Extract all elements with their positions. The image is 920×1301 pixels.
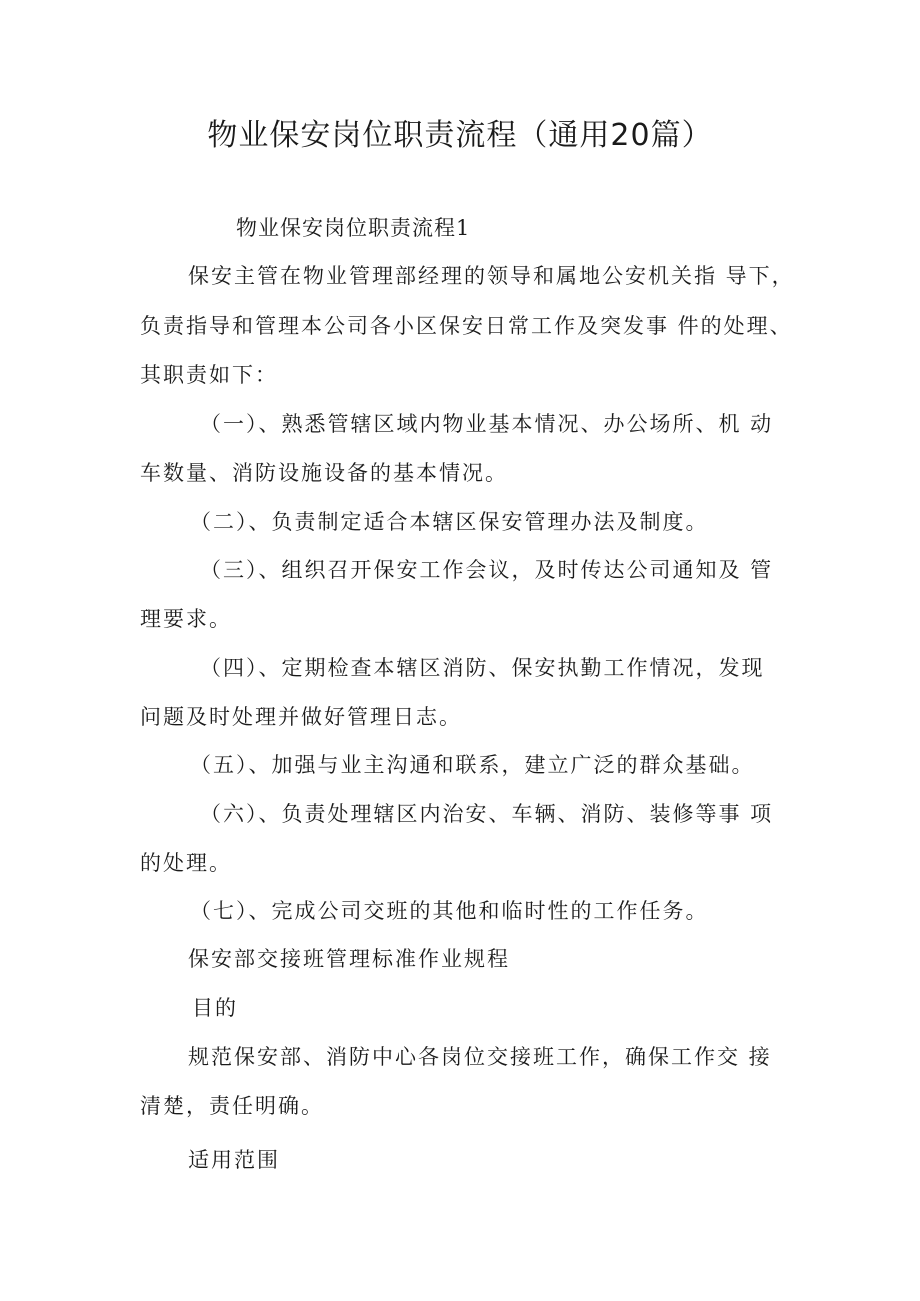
duty-1-line-1: （一）、熟悉管辖区域内物业基本情况、办公场所、机 动 — [200, 412, 774, 436]
duty-6-line-2: 的处理。 — [140, 851, 232, 875]
duty-3-line-2: 理要求。 — [140, 607, 232, 631]
purpose-text-line-2: 清楚，责任明确。 — [140, 1094, 324, 1118]
duty-6-line-1: （六）、负责处理辖区内治安、车辆、消防、装修等事 项 — [200, 802, 774, 826]
section-heading: 物业保安岗位职责流程1 — [236, 216, 471, 240]
duty-4-line-2: 问题及时处理并做好管理日志。 — [140, 705, 462, 729]
procedure-title: 保安部交接班管理标准作业规程 — [188, 947, 510, 971]
duty-1-line-2: 车数量、消防设施设备的基本情况。 — [140, 461, 508, 485]
scope-heading: 适用范围 — [188, 1148, 280, 1172]
intro-line-2: 负责指导和管理本公司各小区保安日常工作及突发事 件的处理、 — [140, 314, 793, 338]
intro-line-1: 保安主管在物业管理部经理的领导和属地公安机关指 导下， — [188, 264, 795, 288]
duty-4-line-1: （四）、定期检查本辖区消防、保安执勤工作情况，发现 — [200, 656, 765, 680]
duty-7-line-1: （七）、完成公司交班的其他和临时性的工作任务。 — [190, 899, 709, 923]
purpose-text-line-1: 规范保安部、消防中心各岗位交接班工作，确保工作交 接 — [188, 1045, 772, 1069]
intro-line-3: 其职责如下： — [140, 363, 278, 387]
document-title: 物业保安岗位职责流程（通用20篇） — [207, 118, 713, 153]
duty-3-line-1: （三）、组织召开保安工作会议，及时传达公司通知及 管 — [200, 558, 774, 582]
duty-2-line-1: （二）、负责制定适合本辖区保安管理办法及制度。 — [190, 510, 709, 534]
purpose-heading: 目的 — [192, 996, 238, 1020]
duty-5-line-1: （五）、加强与业主沟通和联系，建立广泛的群众基础。 — [190, 753, 755, 777]
